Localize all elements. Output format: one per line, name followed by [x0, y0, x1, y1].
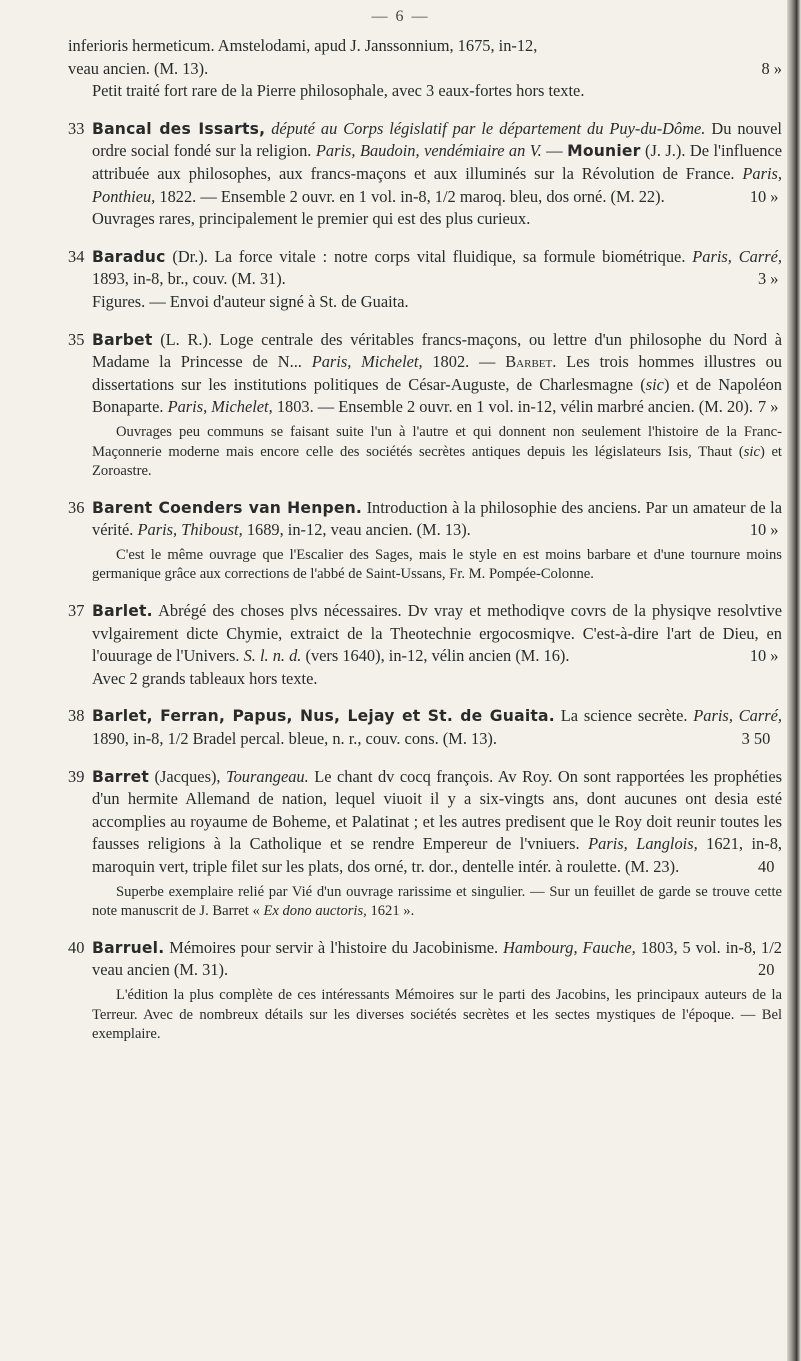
entry-text: Mémoires pour servir à l'histoire du Jacobinisme.	[164, 937, 504, 957]
entry-imprint: Paris, Carré,	[693, 706, 782, 726]
entry-description	[68, 118, 782, 208]
entry-author: Barbet	[92, 330, 153, 349]
entry-number: 38	[68, 706, 85, 726]
entry-commentary-text: Superbe exemplaire relié par Vié d'un ouvrage rarissime et singulier. — Sur un feuillet de garde se trouve cette note manuscrit de J. Barret «	[92, 883, 782, 920]
entry-imprint: Paris, Thiboust,	[137, 520, 243, 540]
entry-price: 10 »	[749, 646, 779, 666]
catalog-entry-39	[68, 766, 782, 922]
entry-text: Le chant dv cocq françois. Av Roy. On sont rapportées les prophéties d'un hermite Allemand de nation, lequel viuoit il y a six-vingts ans, dont aucunes ont desia esté accomplies au royaume de Boheme, et Palatinat ; et les autres predisent que le Roy doit reunir toutes les fausses religions à la Catholique et se rendre Empereur de l'vniuers.	[92, 766, 782, 854]
entry-note: Avec 2 grands tableaux hors texte.	[92, 668, 318, 688]
entry-text: (J. J.). De l'influence attribuée aux philosophes, aux francs-maçons et aux illuminés sur la Révolution de France.	[92, 141, 782, 183]
page-number: — 6 —	[371, 8, 430, 25]
entry-description	[68, 600, 782, 668]
entry-text: Introduction à la philosophie des anciens. Par un amateur de la vérité.	[92, 497, 782, 540]
entry-commentary: L'édition la plus complète de ces intéressants Mémoires sur le parti des Jacobins, les principaux auteurs de la Terreur. Avec de nombreux détails sur les diverses sociétés secrètes et les sectes mystiques de l'époque. — Bel exemplaire.	[92, 986, 782, 1043]
entry-commentary	[68, 423, 782, 482]
entry-text: 1802. —	[422, 352, 506, 372]
entry-commentary-text: 1621 ».	[366, 903, 415, 920]
entry-text: Du nouvel ordre social fondé sur la religion.	[92, 118, 782, 161]
entry-price: 3 »	[758, 269, 779, 289]
entry-author: Bancal des Issarts,	[92, 119, 266, 138]
catalog-entry-36	[68, 497, 782, 585]
catalog-entry-33	[68, 118, 782, 231]
entry-author: Barent Coenders van Henpen.	[92, 498, 363, 517]
entry-description	[68, 329, 782, 419]
entry-description	[68, 937, 782, 982]
entry-imprint: Paris, Carré,	[692, 246, 782, 266]
entry-sic: sic	[645, 374, 664, 394]
entry-price: 3 50	[741, 729, 771, 749]
intro-line-2	[68, 58, 782, 81]
entry-imprint: Paris, Ponthieu,	[92, 163, 782, 206]
entry-text: 1822. — Ensemble 2 ouvr. en 1 vol. in-8, 1/2 maroq. bleu, dos orné. (M. 22).	[155, 186, 665, 206]
entry-price: 10 »	[749, 520, 779, 540]
entry-imprint: Paris, Baudoin, vendémiaire an V.	[315, 141, 542, 161]
entry-author: Barret	[92, 767, 150, 786]
intro-line-2-text: veau ancien. (M. 13).	[68, 58, 209, 78]
catalog-entry-38	[68, 705, 782, 750]
entry-price: 40	[758, 857, 775, 876]
entry-author-title: député au Corps législatif par le département du Puy-du-Dôme.	[271, 118, 706, 138]
entry-number: 37	[68, 601, 85, 621]
entry-commentary-text: ) et Zoroastre.	[92, 443, 782, 480]
entry-price: 20	[758, 960, 775, 980]
page-edge-shadow	[787, 0, 801, 1361]
entry-note: Figures. — Envoi d'auteur signé à St. de Guaita.	[92, 291, 409, 311]
entry-text: Abrégé des choses plvs nécessaires. Dv vray et methodiqve covrs de la physiqve resolvtive vvlgairement dicte Chymie, extraict de la Theotechnie ergocosmiqve. C'est-à-dire l'art de Dieu, en l'ouurage de l'Univers.	[92, 601, 782, 666]
catalog-entry-34	[68, 246, 782, 314]
entry-second-author: Barbet.	[505, 352, 557, 372]
entry-description	[68, 705, 782, 750]
entry-text: (vers 1640), in-12, vélin ancien (M. 16).	[301, 646, 570, 666]
intro-price: 8 »	[761, 58, 782, 78]
catalog-entry-40	[68, 937, 782, 1045]
entry-text: (L. R.). Loge centrale des véritables francs-maçons, ou lettre d'un philosophe du Nord à Madame la Princesse de N...	[92, 329, 782, 372]
entry-number: 33	[68, 118, 85, 138]
entry-number: 35	[68, 329, 85, 349]
entry-imprint: Hambourg, Fauche,	[503, 937, 636, 957]
entry-text: 1803. — Ensemble 2 ouvr. en 1 vol. in-12, vélin marbré ancien. (M. 20).	[272, 397, 753, 417]
entry-note: Ouvrages rares, principalement le premier qui est des plus curieux.	[92, 209, 531, 229]
intro-block	[68, 35, 782, 103]
entry-inscription: Ex dono auctoris,	[263, 903, 367, 920]
entry-text: La science secrète.	[554, 706, 694, 726]
entry-number: 36	[68, 497, 85, 517]
entry-text: 1890, in-8, 1/2 Bradel percal. bleue, n. r., couv. cons. (M. 13).	[92, 729, 497, 749]
catalog-page	[68, 35, 782, 1045]
entry-commentary-text: Ouvrages peu communs se faisant suite l'un à l'autre et qui donnent non seulement l'histoire de la Franc-Maçonnerie moderne mais encore celle des sociétés secrètes antiques depuis les législateurs Isis, Thaut (	[92, 423, 782, 460]
entry-text: 1803, 5 vol. in-8, 1/2 veau ancien (M. 31).	[92, 937, 782, 980]
catalog-entry-37	[68, 600, 782, 690]
entry-number: 39	[68, 766, 85, 786]
entry-text: 1893, in-8, br., couv. (M. 31).	[92, 269, 286, 289]
entry-text: 1621, in-8, maroquin vert, triple filet sur les plats, dos orné, tr. dor., dentelle intér. à roulette. (M. 23).	[92, 834, 782, 876]
entry-imprint: S. l. n. d.	[243, 646, 302, 666]
entry-author: Barruel.	[92, 938, 165, 957]
entry-number: 34	[68, 246, 85, 266]
entry-text: ) et de Napoléon Bonaparte.	[92, 374, 782, 417]
entry-number: 40	[68, 937, 85, 957]
entry-description	[68, 246, 782, 291]
entry-text: (Jacques),	[149, 766, 226, 786]
entry-text: —	[541, 141, 568, 161]
entry-commentary	[68, 883, 782, 922]
entry-commentary: C'est le même ouvrage que l'Escalier des Sages, mais le style en est moins barbare et d'une tournure moins germanique grâce aux corrections de l'abbé de Saint-Ussans, Fr. M. Pompée-Colonne.	[92, 546, 782, 583]
entry-price: 10 »	[749, 186, 779, 206]
entry-author-title: Tourangeau.	[226, 766, 309, 786]
entry-sic: sic	[743, 443, 760, 460]
entry-price: 7 »	[758, 397, 779, 417]
entry-description	[68, 766, 782, 879]
entry-author: Barlet.	[92, 602, 153, 621]
entry-author: Baraduc	[92, 247, 166, 266]
entry-author: Barlet, Ferran, Papus, Nus, Lejay et St. de Guaita.	[92, 707, 555, 726]
intro-line-1: inferioris hermeticum. Amstelodami, apud J. Janssonnium, 1675, in-12,	[68, 36, 538, 55]
catalog-entry-35	[68, 329, 782, 482]
entry-description	[68, 497, 782, 542]
entry-text: Les trois hommes illustres ou dissertations sur les institutions politiques de César-Auguste, de Charlesmagne (	[92, 352, 782, 394]
entry-text: (Dr.). La force vitale : notre corps vital fluidique, sa formule biométrique.	[165, 246, 693, 266]
entry-imprint: Paris, Michelet,	[311, 352, 423, 372]
entry-imprint: Paris, Michelet,	[167, 397, 273, 417]
entry-imprint: Paris, Langlois,	[588, 834, 698, 854]
intro-note: Petit traité fort rare de la Pierre philosophale, avec 3 eaux-fortes hors texte.	[92, 81, 585, 101]
entry-second-author: Mounier	[567, 142, 641, 161]
entry-text: 1689, in-12, veau ancien. (M. 13).	[242, 520, 471, 540]
